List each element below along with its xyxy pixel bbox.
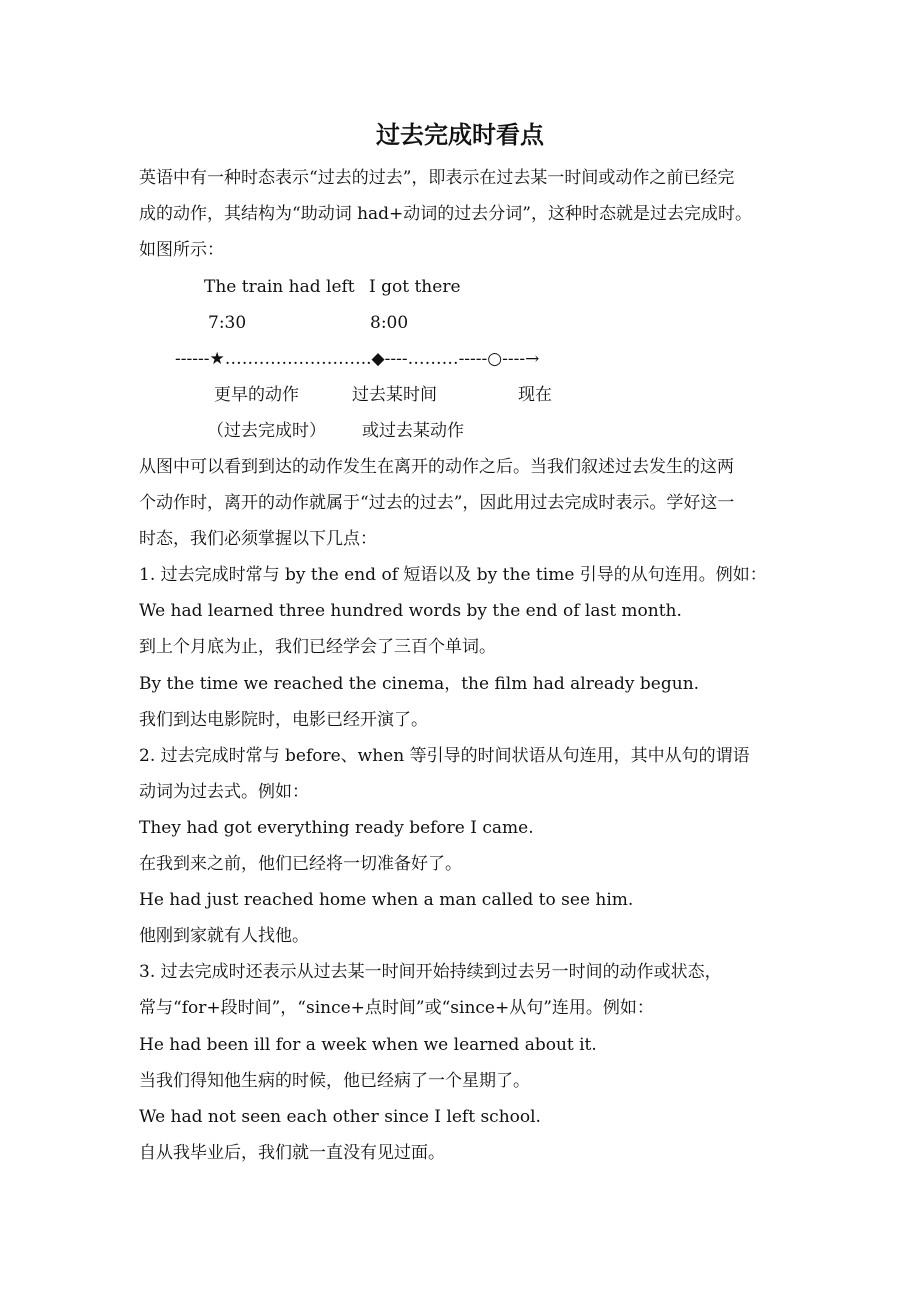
example-sentence-en: We had not seen each other since I left school. bbox=[139, 1107, 541, 1127]
point-1-heading: 1. 过去完成时常与 by the end of 短语以及 by the time 引导的从句连用。例如： bbox=[139, 565, 767, 585]
example-sentence-zh: 自从我毕业后，我们就一直没有见过面。 bbox=[139, 1143, 445, 1163]
example-sentence-zh: 当我们得知他生病的时候，他已经病了一个星期了。 bbox=[139, 1071, 530, 1091]
event-train-left: The train had left bbox=[204, 277, 355, 297]
explanation-line: 个动作时，离开的动作就属于“过去的过去”，因此用过去完成时表示。学好这一 bbox=[139, 493, 735, 513]
example-sentence-en: He had just reached home when a man called to see him. bbox=[139, 890, 634, 910]
document-title: 过去完成时看点 bbox=[376, 120, 544, 149]
intro-line: 如图所示： bbox=[139, 240, 224, 260]
point-2-heading: 2. 过去完成时常与 before、when 等引导的时间状语从句连用，其中从句的谓语 bbox=[139, 746, 750, 766]
label-past-action: 或过去某动作 bbox=[362, 421, 464, 441]
label-now: 现在 bbox=[518, 385, 552, 405]
timeline-arrow: ------★……………………..◆----………-----○----→ bbox=[175, 349, 540, 369]
event-got-there: I got there bbox=[369, 277, 461, 297]
example-sentence-zh: 我们到达电影院时，电影已经开演了。 bbox=[139, 710, 428, 730]
label-past-perfect: （过去完成时） bbox=[207, 421, 326, 441]
point-3-heading: 常与“for+段时间”，“since+点时间”或“since+从句”连用。例如： bbox=[139, 998, 654, 1018]
intro-line: 英语中有一种时态表示“过去的过去”，即表示在过去某一时间或动作之前已经完 bbox=[139, 168, 735, 188]
label-past-time: 过去某时间 bbox=[352, 385, 437, 405]
example-sentence-zh: 在我到来之前，他们已经将一切准备好了。 bbox=[139, 854, 462, 874]
example-sentence-en: We had learned three hundred words by the end of last month. bbox=[139, 601, 682, 621]
point-2-heading: 动词为过去式。例如： bbox=[139, 782, 309, 802]
point-3-heading: 3. 过去完成时还表示从过去某一时间开始持续到过去另一时间的动作或状态， bbox=[139, 962, 722, 982]
example-sentence-en: They had got everything ready before I came. bbox=[139, 818, 534, 838]
time-label-second: 8:00 bbox=[370, 313, 409, 333]
example-sentence-zh: 他刚到家就有人找他。 bbox=[139, 926, 309, 946]
intro-line: 成的动作，其结构为“助动词 had+动词的过去分词”，这种时态就是过去完成时。 bbox=[139, 204, 752, 224]
explanation-line: 时态，我们必须掌握以下几点： bbox=[139, 529, 377, 549]
explanation-line: 从图中可以看到到达的动作发生在离开的动作之后。当我们叙述过去发生的这两 bbox=[139, 457, 734, 477]
example-sentence-en: By the time we reached the cinema，the film had already begun. bbox=[139, 674, 700, 694]
label-earlier-action: 更早的动作 bbox=[214, 385, 299, 405]
example-sentence-en: He had been ill for a week when we learned about it. bbox=[139, 1035, 597, 1055]
time-label-first: 7:30 bbox=[208, 313, 247, 333]
example-sentence-zh: 到上个月底为止，我们已经学会了三百个单词。 bbox=[139, 637, 496, 657]
